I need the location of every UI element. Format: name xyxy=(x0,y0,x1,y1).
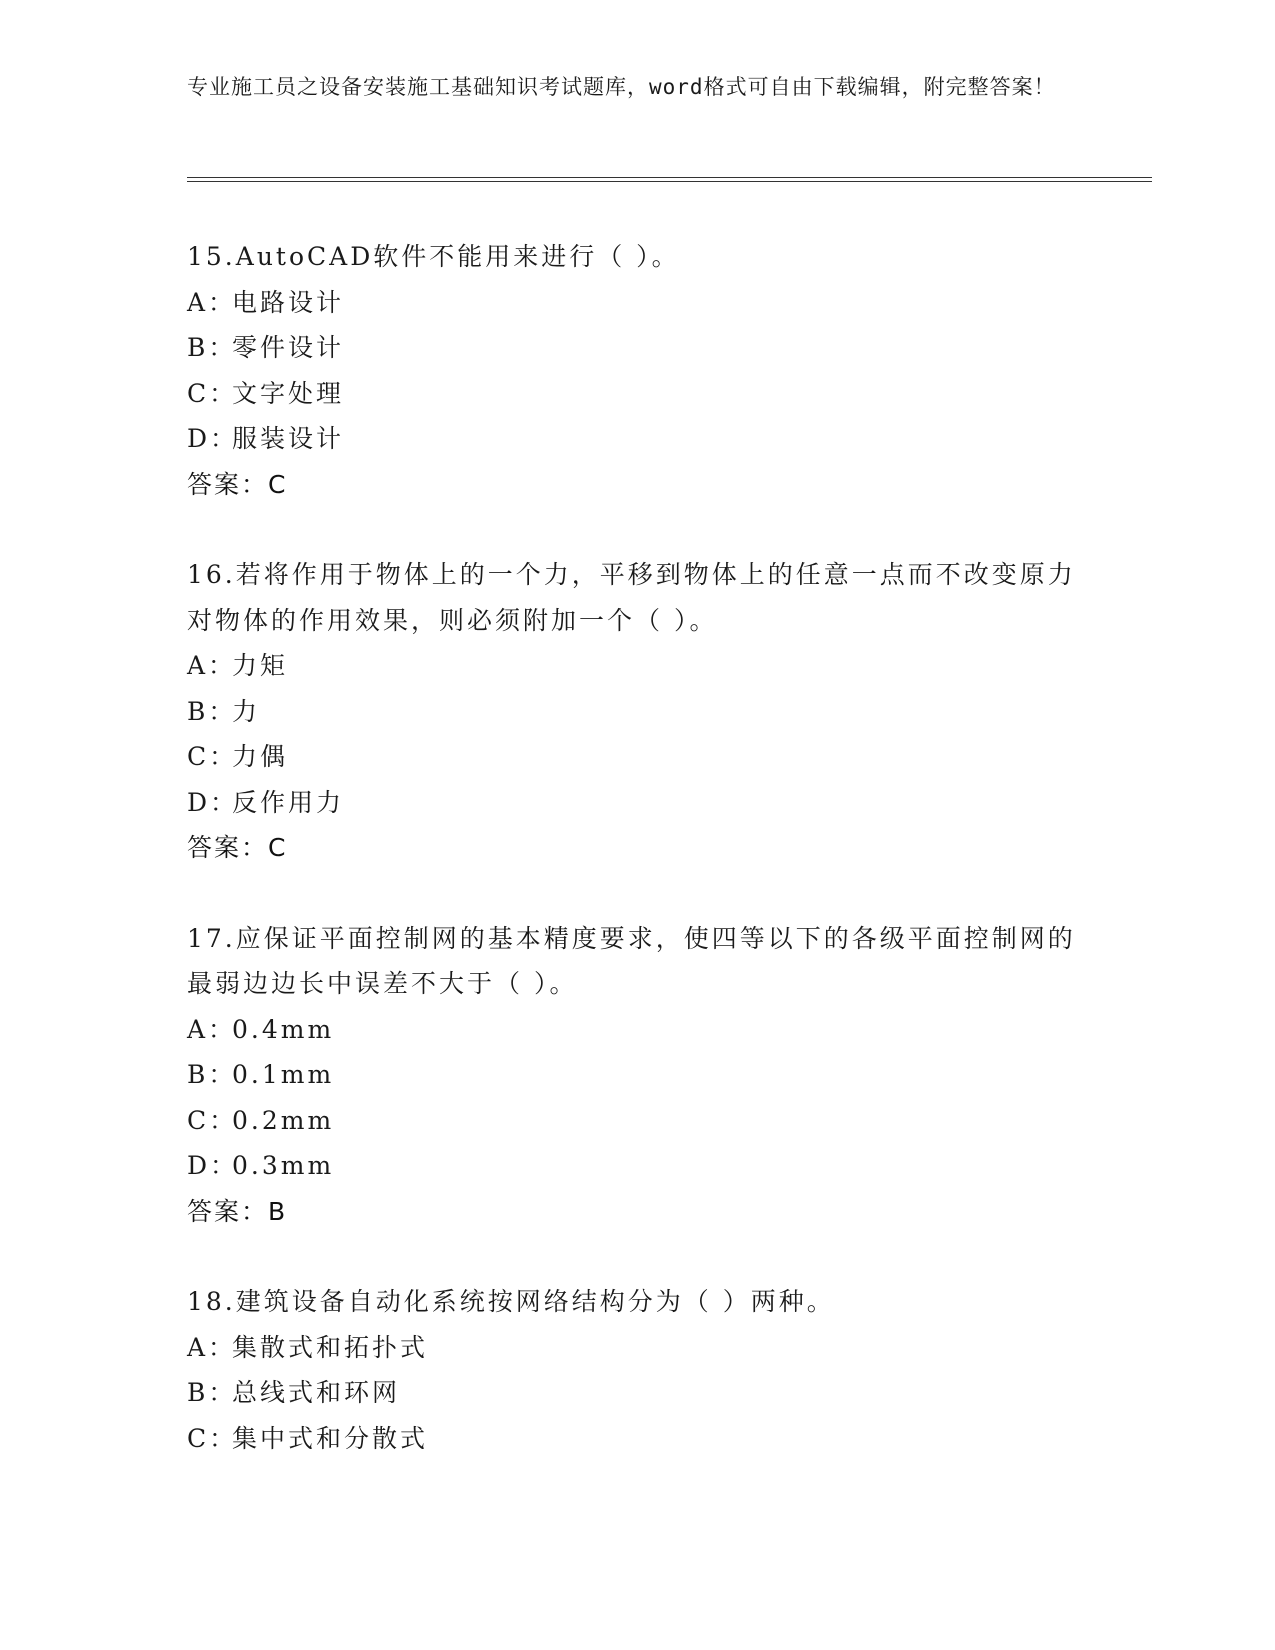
option-d xyxy=(187,780,1152,826)
option-text: 集散式和拓扑式 xyxy=(232,1332,429,1362)
option-letter: D： xyxy=(187,1151,239,1180)
option-letter: B： xyxy=(187,333,237,362)
question-stem: 18.建筑设备自动化系统按网络结构分为（ ）两种。 xyxy=(187,1287,835,1316)
option-text: 力矩 xyxy=(232,651,289,680)
option-a xyxy=(187,1007,1152,1053)
question-stem: 17.应保证平面控制网的基本精度要求，使四等以下的各级平面控制网的最弱边边长中误差不大于（ ）。 xyxy=(187,923,1076,998)
option-letter: C： xyxy=(187,742,238,771)
option-c xyxy=(187,734,1152,780)
option-text: 0.4mm xyxy=(232,1014,335,1044)
option-letter: A： xyxy=(187,287,237,317)
option-letter: A： xyxy=(187,1332,237,1362)
document-header: 专业施工员之设备安装施工基础知识考试题库，word格式可自由下载编辑，附完整答案！ xyxy=(187,75,1056,99)
option-a xyxy=(187,280,1152,326)
option-text: 力 xyxy=(232,696,261,726)
option-b xyxy=(187,1370,1152,1416)
question-stem: 16.若将作用于物体上的一个力，平移到物体上的任意一点而不改变原力对物体的作用效果，则必须附加一个（ ）。 xyxy=(187,560,1076,635)
option-text: 0.3mm xyxy=(232,1151,335,1180)
option-text: 0.2mm xyxy=(232,1105,335,1135)
option-text: 集中式和分散式 xyxy=(232,1423,429,1453)
question-15 xyxy=(187,234,1152,507)
option-text: 总线式和环网 xyxy=(232,1378,401,1407)
question-17 xyxy=(187,916,1152,1235)
option-text: 服装设计 xyxy=(232,424,345,453)
question-stem: 15.AutoCAD软件不能用来进行（ ）。 xyxy=(187,242,680,271)
option-b xyxy=(187,325,1152,371)
option-letter: B： xyxy=(187,1060,237,1089)
answer-line: 答案：B xyxy=(187,1196,288,1226)
option-d xyxy=(187,416,1152,462)
header-double-rule xyxy=(187,177,1152,182)
option-letter: C： xyxy=(187,1423,238,1453)
option-c xyxy=(187,1098,1152,1144)
option-c xyxy=(187,371,1152,417)
question-list xyxy=(187,234,1152,1506)
option-letter: C： xyxy=(187,1105,238,1135)
option-a xyxy=(187,643,1152,689)
option-letter: A： xyxy=(187,1014,237,1044)
option-text: 力偶 xyxy=(232,742,289,771)
question-16 xyxy=(187,552,1152,871)
option-text: 0.1mm xyxy=(232,1060,335,1089)
option-b xyxy=(187,1052,1152,1098)
option-letter: D： xyxy=(187,424,239,453)
option-d xyxy=(187,1143,1152,1189)
option-letter: B： xyxy=(187,696,237,726)
option-text: 电路设计 xyxy=(232,287,345,317)
option-text: 反作用力 xyxy=(232,787,345,817)
option-text: 文字处理 xyxy=(232,378,345,408)
option-letter: C： xyxy=(187,378,238,408)
option-a xyxy=(187,1325,1152,1371)
option-letter: D： xyxy=(187,787,239,817)
option-c xyxy=(187,1416,1152,1462)
option-letter: B： xyxy=(187,1378,237,1407)
question-18 xyxy=(187,1279,1152,1461)
option-b xyxy=(187,689,1152,735)
answer-line: 答案：C xyxy=(187,833,288,862)
option-letter: A： xyxy=(187,651,237,680)
option-text: 零件设计 xyxy=(232,333,345,362)
answer-line: 答案：C xyxy=(187,469,288,499)
